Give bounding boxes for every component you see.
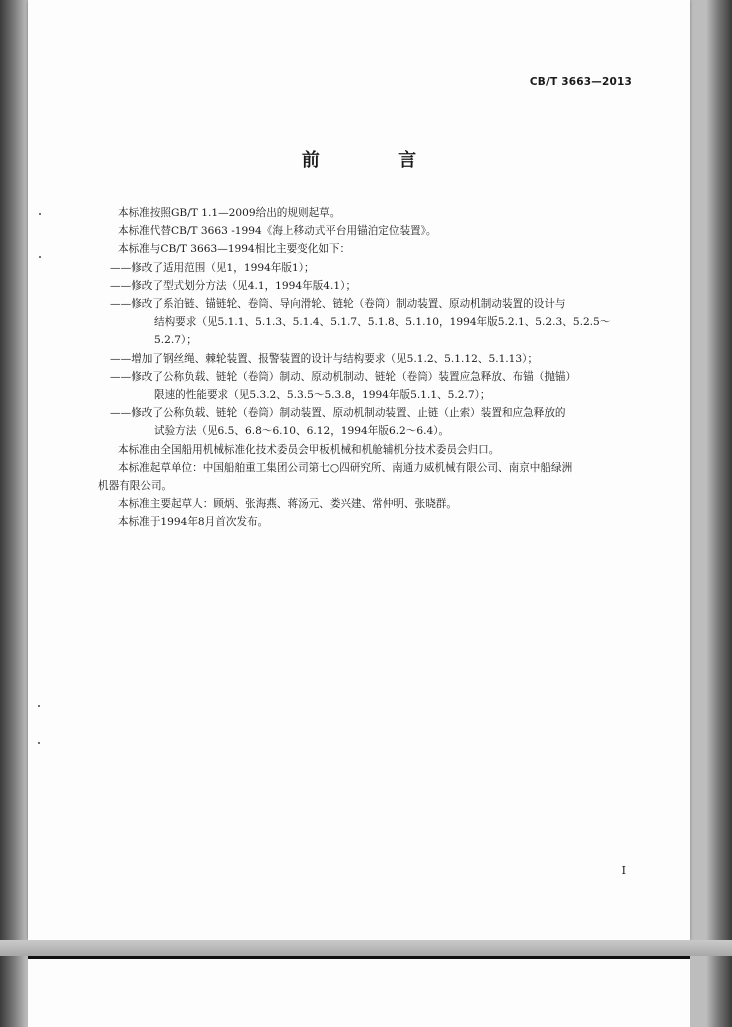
paragraph-line: 本标准按照GB/T 1.1—2009给出的规则起草。 (118, 207, 341, 219)
next-page (28, 956, 690, 1027)
document-page (28, 0, 690, 940)
scan-speck (39, 213, 41, 215)
paragraph-line: ——修改了公称负载、链轮（卷筒）制动、原动机制动、链轮（卷筒）装置应急释放、布锚（抛锚） (110, 370, 577, 383)
page-number: I (621, 864, 626, 877)
page-title: 前 言 (301, 150, 453, 171)
paragraph-line: 限速的性能要求（见5.3.2、5.3.5～5.3.8，1994年版5.1.1、5.2.7）； (154, 389, 491, 402)
paragraph-line: 本标准由全国船用机械标准化技术委员会甲板机械和机舱辅机分技术委员会归口。 (118, 443, 500, 456)
paragraph-line: 本标准代替CB/T 3663 -1994《海上移动式平台用锚泊定位装置》。 (118, 225, 437, 238)
scan-speck (38, 705, 40, 707)
paragraph-line: 5.2.7）； (154, 334, 197, 347)
scan-speck (39, 256, 41, 258)
document-code: CB/T 3663—2013 (529, 76, 632, 88)
paragraph-line: ——增加了钢丝绳、棘轮装置、报警装置的设计与结构要求（见5.1.2、5.1.12、5.1.13）； (110, 352, 539, 365)
scan-speck (38, 742, 40, 744)
paragraph-line: 本标准与CB/T 3663—1994相比主要变化如下： (118, 243, 351, 256)
paragraph-line: ——修改了型式划分方法（见4.1，1994年版4.1）； (110, 279, 357, 292)
paragraph-line: ——修改了系泊链、锚链轮、卷筒、导向滑轮、链轮（卷筒）制动装置、原动机制动装置的设计与 (110, 298, 566, 311)
paragraph-line: 结构要求（见5.1.1、5.1.3、5.1.4、5.1.7、5.1.8、5.1.10，1994年版5.2.1、5.2.3、5.2.5～ (154, 316, 611, 329)
paragraph-line: 机器有限公司。 (98, 480, 173, 493)
paragraph-line: 本标准主要起草人：顾炳、张海燕、蒋汤元、娄兴建、常仲明、张晓群。 (118, 498, 457, 511)
paragraph-line: 本标准起草单位：中国船舶重工集团公司第七○四研究所、南通力威机械有限公司、南京中船绿洲 (118, 461, 573, 474)
foreword-body (98, 204, 646, 532)
page-gap (0, 940, 732, 956)
paragraph-line: ——修改了适用范围（见1，1994年版1）； (110, 261, 315, 274)
paragraph-line: ——修改了公称负载、链轮（卷筒）制动装置、原动机制动装置、止链（止索）装置和应急释放的 (110, 407, 566, 420)
paragraph-line: 本标准于1994年8月首次发布。 (118, 516, 269, 529)
paragraph-line: 试验方法（见6.5、6.8～6.10、6.12，1994年版6.2～6.4）。 (154, 425, 450, 438)
